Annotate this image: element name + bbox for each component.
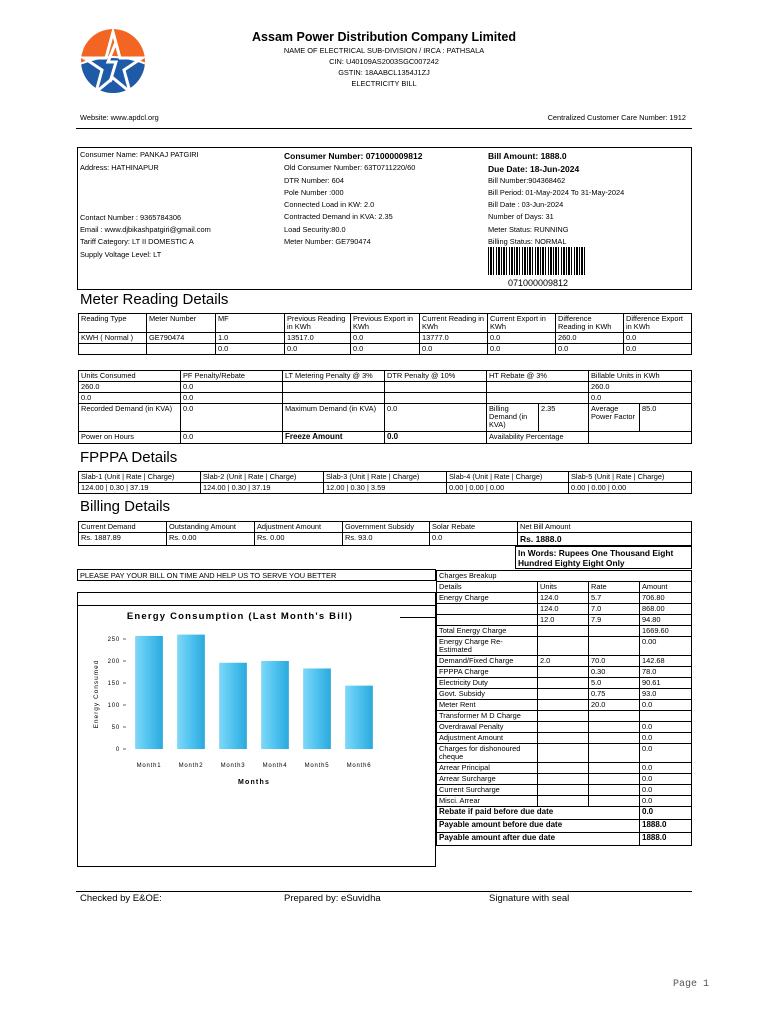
- table-cell: [487, 382, 589, 393]
- table-header-row: [79, 371, 692, 382]
- column-header: Difference Export in KWh: [624, 314, 692, 333]
- total-label: Payable amount before due date: [437, 820, 640, 833]
- table-cell: 0.0: [589, 393, 692, 404]
- table-cell: 93.0: [640, 689, 692, 700]
- table-header-row: [79, 472, 692, 483]
- charges-row: [437, 626, 692, 637]
- table-cell: 0.0: [285, 344, 351, 355]
- total-value: 1888.0: [640, 833, 692, 846]
- doc-title: ELECTRICITY BILL: [351, 79, 417, 88]
- charges-row: [437, 785, 692, 796]
- recorded-demand-label: Recorded Demand (in KVA): [79, 404, 181, 432]
- avg-pf-label: Average Power Factor: [589, 404, 640, 432]
- table-cell: Arrear Principal: [437, 763, 538, 774]
- table-cell: 7.0: [589, 604, 640, 615]
- table-cell: Energy Charge: [437, 593, 538, 604]
- old-consumer-number: Old Consumer Number: 63T0711220/60: [284, 163, 416, 172]
- table-cell: Current Surcharge: [437, 785, 538, 796]
- y-tick-label: 100: [107, 703, 120, 709]
- table-cell: 0.0: [488, 333, 556, 344]
- table-cell: GE790474: [147, 333, 216, 344]
- sub-division: NAME OF ELECTRICAL SUB-DIVISION / IRCA : PATHSALA: [283, 46, 485, 55]
- x-tick-label: Month6: [346, 763, 372, 769]
- charges-row: [437, 615, 692, 626]
- table-cell: Misci. Arrear: [437, 796, 538, 807]
- table-cell: 0.0: [181, 382, 283, 393]
- table-cell: [385, 382, 487, 393]
- charges-row: [437, 711, 692, 722]
- table-cell: Rs. 0.00: [167, 533, 255, 546]
- bill-amount: Bill Amount: 1888.0: [488, 151, 567, 161]
- energy-consumption-chart: [80, 625, 430, 795]
- table-cell: [538, 744, 589, 763]
- table-cell: [589, 796, 640, 807]
- tariff: Tariff Category: LT II DOMESTIC A: [80, 237, 194, 246]
- number-of-days: Number of Days: 31: [488, 212, 554, 221]
- connected-load: Connected Load in KW: 2.0: [284, 200, 375, 209]
- table-cell: Arrear Surcharge: [437, 774, 538, 785]
- table-cell: 124.0: [538, 593, 589, 604]
- due-date: Due Date: 18-Jun-2024: [488, 164, 580, 174]
- column-header: Slab-4 (Unit | Rate | Charge): [447, 472, 569, 483]
- charges-total-row: [437, 807, 692, 820]
- column-header: Adjustment Amount: [255, 522, 343, 533]
- column-header: Meter Number: [147, 314, 216, 333]
- column-header: Solar Rebate: [430, 522, 518, 533]
- table-row: [79, 432, 692, 444]
- table-cell: Rs. 93.0: [343, 533, 430, 546]
- company-name: Assam Power Distribution Company Limited: [252, 30, 516, 44]
- table-cell: 20.0: [589, 700, 640, 711]
- consumer-address: Address: HATHINAPUR: [80, 163, 159, 172]
- table-cell: [589, 637, 640, 656]
- column-header: Slab-2 (Unit | Rate | Charge): [201, 472, 324, 483]
- table-cell: 0.00: [640, 637, 692, 656]
- table-row: [79, 344, 692, 355]
- table-cell: 260.0: [556, 333, 624, 344]
- meter-status: Meter Status: RUNNING: [488, 225, 569, 234]
- pole-number: Pole Number :000: [284, 188, 344, 197]
- amount-in-words: In Words: Rupees One Thousand Eight Hundred Eighty Eight Only: [518, 548, 674, 568]
- charges-row: [437, 700, 692, 711]
- table-cell: [538, 637, 589, 656]
- x-tick-label: Month3: [220, 763, 246, 769]
- column-header: LT Metering Penalty @ 3%: [283, 371, 385, 382]
- table-cell: 0.0: [640, 796, 692, 807]
- checked-by: Checked by E&OE:: [80, 893, 162, 904]
- charges-title-row: [437, 571, 692, 582]
- table-cell: Adjustment Amount: [437, 733, 538, 744]
- fpppa-table: [78, 471, 692, 494]
- table-cell: 0.0: [79, 393, 181, 404]
- recorded-demand-value: 0.0: [181, 404, 283, 432]
- avg-pf-value: 85.0: [640, 404, 692, 432]
- y-axis-label: Energy Consumed: [93, 659, 100, 729]
- charges-row: [437, 763, 692, 774]
- table-row: [79, 533, 692, 546]
- table-cell: 706.80: [640, 593, 692, 604]
- y-tick-label: 150: [107, 681, 120, 687]
- table-cell: Rs. 0.00: [255, 533, 343, 546]
- table-cell: Rs. 1887.89: [79, 533, 167, 546]
- table-cell: 0.0: [640, 774, 692, 785]
- table-cell: 260.0: [79, 382, 181, 393]
- table-cell: Charges for dishonoured cheque: [437, 744, 538, 763]
- table-cell: 0.0: [351, 344, 420, 355]
- table-cell: 0.0: [181, 393, 283, 404]
- table-cell: 868.00: [640, 604, 692, 615]
- table-cell: 0.0: [556, 344, 624, 355]
- bar: [261, 661, 289, 749]
- x-axis-label: Months: [237, 779, 271, 786]
- charges-row: [437, 593, 692, 604]
- billing-status: Billing Status: NORMAL: [488, 237, 567, 246]
- table-cell: FPPPA Charge: [437, 667, 538, 678]
- charges-row: [437, 604, 692, 615]
- table-cell: 5.0: [589, 678, 640, 689]
- bar: [303, 668, 331, 749]
- table-row: [79, 333, 692, 344]
- column-header: MF: [216, 314, 285, 333]
- email: Email : www.djbikashpatgiri@gmail.com: [80, 225, 211, 234]
- table-cell: [538, 796, 589, 807]
- barcode: [488, 247, 586, 275]
- table-cell: Govt. Subsidy: [437, 689, 538, 700]
- table-cell: 0.0: [640, 733, 692, 744]
- total-value: 0.0: [640, 807, 692, 820]
- website: Website: www.apdcl.org: [80, 113, 159, 122]
- bill-period: Bill Period: 01-May-2024 To 31-May-2024: [488, 188, 625, 197]
- column-header: Amount: [640, 582, 692, 593]
- charges-row: [437, 774, 692, 785]
- table-cell: [283, 393, 385, 404]
- table-cell: [589, 733, 640, 744]
- table-cell: [538, 700, 589, 711]
- x-tick-label: Month4: [262, 763, 288, 769]
- charges-row: [437, 689, 692, 700]
- column-header: Rate: [589, 582, 640, 593]
- company-logo: [80, 28, 146, 94]
- fpppa-title: FPPPA Details: [80, 449, 178, 466]
- meter-reading-table: [78, 313, 692, 355]
- table-cell: [538, 774, 589, 785]
- table-cell: 0.00 | 0.00 | 0.00: [569, 483, 692, 494]
- table-cell: 0.75: [589, 689, 640, 700]
- table-cell: [79, 344, 147, 355]
- charges-title: Charges Breakup: [437, 571, 692, 582]
- table-header-row: [79, 314, 692, 333]
- column-header: Current Reading in KWh: [420, 314, 488, 333]
- table-cell: Energy Charge Re-Estimated: [437, 637, 538, 656]
- table-cell: [589, 722, 640, 733]
- table-cell: [589, 785, 640, 796]
- table-cell: 0.0: [640, 785, 692, 796]
- x-tick-label: Month5: [304, 763, 330, 769]
- table-row: [79, 483, 692, 494]
- charges-row: [437, 667, 692, 678]
- dtr-number: DTR Number: 604: [284, 176, 344, 185]
- table-cell: [589, 774, 640, 785]
- table-cell: Total Energy Charge: [437, 626, 538, 637]
- charges-row: [437, 678, 692, 689]
- table-cell: [147, 344, 216, 355]
- y-tick-label: 200: [107, 659, 120, 665]
- table-cell: 0.0: [640, 700, 692, 711]
- column-header: Units Consumed: [79, 371, 181, 382]
- x-tick-label: Month1: [136, 763, 162, 769]
- bill-date: Bill Date : 03-Jun-2024: [488, 200, 564, 209]
- table-cell: 142.68: [640, 656, 692, 667]
- table-cell: 1.0: [216, 333, 285, 344]
- table-cell: KWH ( Normal ): [79, 333, 147, 344]
- chart-title: Energy Consumption (Last Month's Bill): [126, 611, 354, 622]
- charges-row: [437, 796, 692, 807]
- chart-title-rule: [400, 617, 436, 618]
- column-header: Reading Type: [79, 314, 147, 333]
- prepared-by: Prepared by: eSuvidha: [284, 893, 381, 904]
- table-cell: [538, 722, 589, 733]
- table-cell: 0.0: [430, 533, 518, 546]
- table-cell: [538, 689, 589, 700]
- table-cell: 0.0: [640, 722, 692, 733]
- charges-table: [436, 570, 692, 846]
- availability-value: [589, 432, 692, 444]
- table-cell: 13777.0: [420, 333, 488, 344]
- table-row: [79, 382, 692, 393]
- bar: [135, 636, 163, 749]
- freeze-amount-value: 0.0: [385, 432, 487, 444]
- pay-message: PLEASE PAY YOUR BILL ON TIME AND HELP US TO SERVE YOU BETTER: [80, 571, 337, 580]
- barcode-text: 071000009812: [507, 278, 569, 288]
- table-header-row: [437, 582, 692, 593]
- chart-divider: [77, 605, 436, 606]
- table-cell: 0.0: [640, 744, 692, 763]
- column-header: Slab-5 (Unit | Rate | Charge): [569, 472, 692, 483]
- column-header: Billable Units in KWh: [589, 371, 692, 382]
- table-cell: 90.61: [640, 678, 692, 689]
- table-cell: Electricity Duty: [437, 678, 538, 689]
- table-cell: 1669.60: [640, 626, 692, 637]
- y-tick-label: 250: [107, 637, 120, 643]
- table-cell: 2.0: [538, 656, 589, 667]
- table-cell: [589, 763, 640, 774]
- column-header: Details: [437, 582, 538, 593]
- customer-care: Centralized Customer Care Number: 1912: [547, 113, 686, 122]
- bar: [177, 635, 205, 749]
- meter-number: Meter Number: GE790474: [284, 237, 371, 246]
- x-tick-label: Month2: [178, 763, 204, 769]
- charges-total-row: [437, 833, 692, 846]
- billing-demand-label: Billing Demand (in KVA): [487, 404, 539, 432]
- table-cell: 0.0: [351, 333, 420, 344]
- table-cell: 0.30: [589, 667, 640, 678]
- table-cell: [538, 678, 589, 689]
- bar: [345, 686, 373, 749]
- column-header: Slab-3 (Unit | Rate | Charge): [324, 472, 447, 483]
- table-cell: 12.00 | 0.30 | 3.59: [324, 483, 447, 494]
- column-header: Current Demand: [79, 522, 167, 533]
- table-row: [79, 393, 692, 404]
- column-header: Difference Reading in KWh: [556, 314, 624, 333]
- column-header: Net Bill Amount: [518, 522, 692, 533]
- table-cell: [538, 711, 589, 722]
- load-security: Load Security:80.0: [284, 225, 346, 234]
- charges-row: [437, 722, 692, 733]
- column-header: DTR Penalty @ 10%: [385, 371, 487, 382]
- table-cell: [640, 711, 692, 722]
- units-table: [78, 370, 692, 444]
- charges-row: [437, 637, 692, 656]
- page-number: Page 1: [673, 979, 710, 990]
- table-cell: [538, 763, 589, 774]
- table-cell: 0.0: [624, 333, 692, 344]
- max-demand-label: Maximum Demand (in KVA): [283, 404, 385, 432]
- power-on-hours-label: Power on Hours: [79, 432, 181, 444]
- table-cell: 70.0: [589, 656, 640, 667]
- charges-total-row: [437, 820, 692, 833]
- table-cell: 124.00 | 0.30 | 37.19: [201, 483, 324, 494]
- gstin: GSTIN: 18AABCL1354J1ZJ: [338, 68, 430, 77]
- charges-row: [437, 733, 692, 744]
- billing-title: Billing Details: [80, 498, 171, 515]
- table-cell: 78.0: [640, 667, 692, 678]
- column-header: HT Rebate @ 3%: [487, 371, 589, 382]
- total-label: Payable amount after due date: [437, 833, 640, 846]
- contracted-demand: Contracted Demand in KVA: 2.35: [284, 212, 393, 221]
- table-cell: [538, 626, 589, 637]
- supply-voltage: Supply Voltage Level: LT: [80, 250, 162, 259]
- column-header: Previous Export in KWh: [351, 314, 420, 333]
- contact-number: Contact Number : 9365784306: [80, 213, 182, 222]
- table-cell: 0.0: [420, 344, 488, 355]
- table-cell: [437, 604, 538, 615]
- table-cell: 0.0: [624, 344, 692, 355]
- table-cell: [538, 785, 589, 796]
- table-cell: 124.0: [538, 604, 589, 615]
- table-cell: 0.0: [640, 763, 692, 774]
- consumer-name: Consumer Name: PANKAJ PATGIRI: [80, 150, 199, 159]
- charges-row: [437, 744, 692, 763]
- table-row: [79, 404, 692, 432]
- footer-divider: [76, 891, 692, 892]
- column-header: PF Penalty/Rebate: [181, 371, 283, 382]
- y-tick-label: 0: [115, 747, 120, 753]
- table-cell: [538, 667, 589, 678]
- availability-label: Availability Percentage: [487, 432, 589, 444]
- table-cell: [283, 382, 385, 393]
- table-cell: 0.0: [488, 344, 556, 355]
- table-cell: Overdrawal Penalty: [437, 722, 538, 733]
- column-header: Previous Reading in KWh: [285, 314, 351, 333]
- table-header-row: [79, 522, 692, 533]
- column-header: Slab-1 (Unit | Rate | Charge): [79, 472, 201, 483]
- consumer-number: Consumer Number: 071000009812: [284, 151, 423, 161]
- column-header: Units: [538, 582, 589, 593]
- table-cell: 12.0: [538, 615, 589, 626]
- bar: [219, 663, 247, 749]
- max-demand-value: 0.0: [385, 404, 487, 432]
- charges-row: [437, 656, 692, 667]
- table-cell: 124.00 | 0.30 | 37.19: [79, 483, 201, 494]
- meter-reading-title: Meter Reading Details: [80, 291, 229, 308]
- signature: Signature with seal: [489, 893, 570, 904]
- table-cell: [437, 615, 538, 626]
- table-cell: 5.7: [589, 593, 640, 604]
- net-bill-amount: Rs. 1888.0: [518, 533, 692, 546]
- table-cell: Demand/Fixed Charge: [437, 656, 538, 667]
- table-cell: Transformer M D Charge: [437, 711, 538, 722]
- table-cell: Meter Rent: [437, 700, 538, 711]
- table-cell: [589, 626, 640, 637]
- total-value: 1888.0: [640, 820, 692, 833]
- column-header: Government Subsidy: [343, 522, 430, 533]
- table-cell: 94.80: [640, 615, 692, 626]
- table-cell: 7.9: [589, 615, 640, 626]
- power-on-hours-value: 0.0: [181, 432, 283, 444]
- column-header: Current Export in KWh: [488, 314, 556, 333]
- freeze-amount-label: Freeze Amount: [283, 432, 385, 444]
- table-cell: [589, 711, 640, 722]
- table-cell: 0.00 | 0.00 | 0.00: [447, 483, 569, 494]
- column-header: Outstanding Amount: [167, 522, 255, 533]
- bill-number: Bill Number:904368462: [488, 176, 566, 185]
- header-divider: [76, 128, 692, 129]
- table-cell: 13517.0: [285, 333, 351, 344]
- table-cell: 260.0: [589, 382, 692, 393]
- total-label: Rebate if paid before due date: [437, 807, 640, 820]
- table-cell: 0.0: [216, 344, 285, 355]
- table-cell: [589, 744, 640, 763]
- cin: CIN: U40109AS2003SGC007242: [329, 57, 439, 66]
- table-cell: [385, 393, 487, 404]
- billing-summary-table: [78, 521, 692, 546]
- y-tick-label: 50: [111, 725, 120, 731]
- billing-demand-value: 2.35: [539, 404, 589, 432]
- table-cell: [487, 393, 589, 404]
- table-cell: [538, 733, 589, 744]
